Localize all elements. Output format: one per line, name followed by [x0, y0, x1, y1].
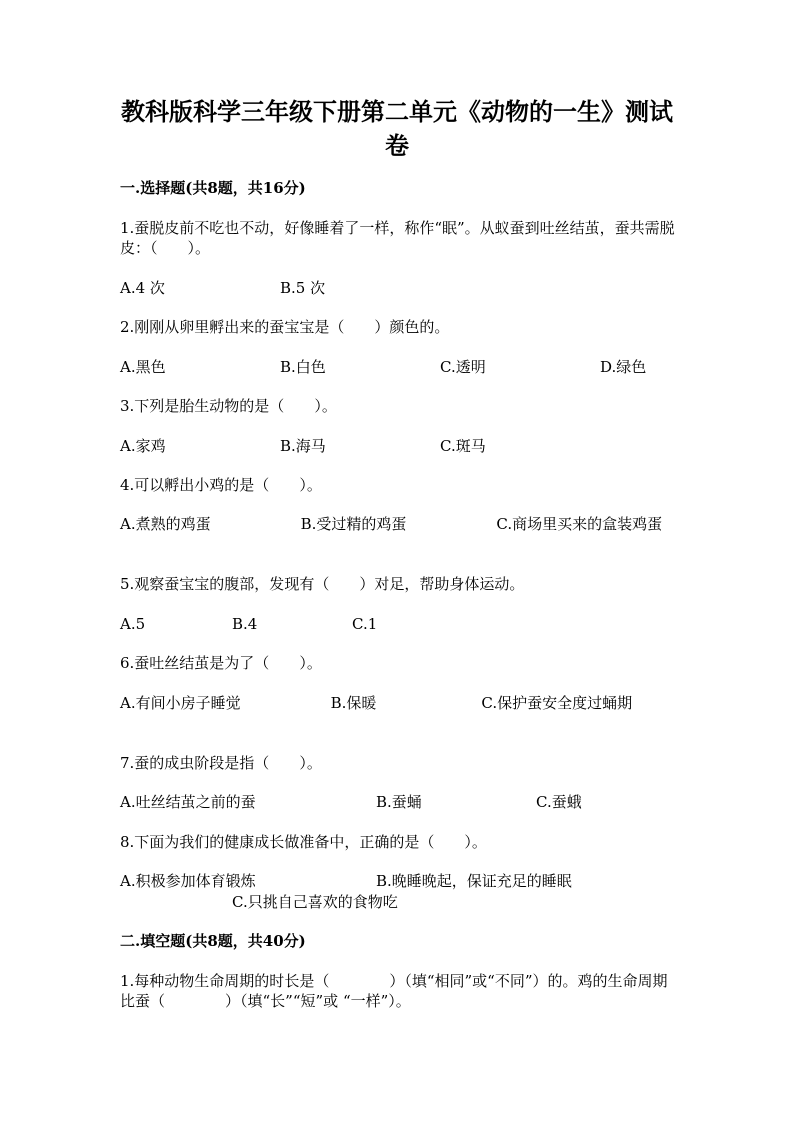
option-c: C.斑马	[440, 437, 486, 455]
option-a: A.吐丝结茧之前的蚕	[120, 793, 256, 811]
option-a: A.黑色	[120, 358, 166, 376]
option-b: B.白色	[280, 358, 326, 376]
option-b: B.4	[232, 615, 258, 633]
option-c: C.蚕蛾	[536, 793, 582, 811]
option-c: C.只挑自己喜欢的食物吃	[232, 893, 398, 911]
option-a: A.5	[120, 615, 146, 633]
question-4: 4.可以孵出小鸡的是（ ）。	[120, 476, 322, 494]
section-heading-choice: 一.选择题(共8题，共16分)	[120, 179, 306, 197]
page-title: 教科版科学三年级下册第二单元《动物的一生》测试卷	[121, 97, 673, 160]
question-8: 8.下面为我们的健康成长做准备中，正确的是（ ）。	[120, 833, 487, 851]
question-1-options	[120, 278, 680, 298]
option-b: B.蚕蛹	[376, 793, 422, 811]
question-6-options: A.有间小房子睡觉 B.保暖 C.保护蚕安全度过蛹期	[120, 694, 633, 712]
question-2: 2.刚刚从卵里孵出来的蚕宝宝是（ ）颜色的。	[120, 318, 450, 336]
question-3-options	[120, 436, 680, 456]
section-heading-fill: 二.填空题(共8题，共40分)	[120, 932, 306, 950]
option-b: B.海马	[280, 437, 326, 455]
question-4-options: A.煮熟的鸡蛋 B.受过精的鸡蛋 C.商场里买来的盒装鸡蛋	[120, 515, 663, 533]
option-a: A.4 次	[120, 279, 165, 297]
question-5: 5.观察蚕宝宝的腹部，发现有（ ）对足，帮助身体运动。	[120, 575, 525, 593]
fill-question-1: 1.每种动物生命周期的时长是（ ）（填“相同”或“不同”）的。鸡的生命周期比蚕（ ）（填“长”“短”或 “一样”）。	[120, 972, 668, 1010]
question-1: 1.蚕脱皮前不吃也不动，好像睡着了一样，称作“眠”。从蚁蚕到吐丝结茧，蚕共需脱皮：（ ）。	[120, 219, 675, 257]
question-2-options	[120, 357, 680, 377]
option-a: A.家鸡	[120, 437, 166, 455]
option-d: D.绿色	[600, 358, 647, 376]
question-7: 7.蚕的成虫阶段是指（ ）。	[120, 754, 322, 772]
question-8-options-row2	[120, 892, 680, 912]
question-7-options	[120, 792, 680, 812]
question-8-options-row1	[120, 871, 680, 891]
option-a: A.积极参加体育锻炼	[120, 872, 256, 890]
option-c: C.1	[352, 615, 378, 633]
question-3: 3.下列是胎生动物的是（ ）。	[120, 397, 337, 415]
option-b: B.5 次	[280, 279, 326, 297]
question-6: 6.蚕吐丝结茧是为了（ ）。	[120, 654, 322, 672]
option-b: B.晚睡晚起，保证充足的睡眠	[376, 872, 572, 890]
option-c: C.透明	[440, 358, 486, 376]
question-5-options	[120, 614, 680, 634]
